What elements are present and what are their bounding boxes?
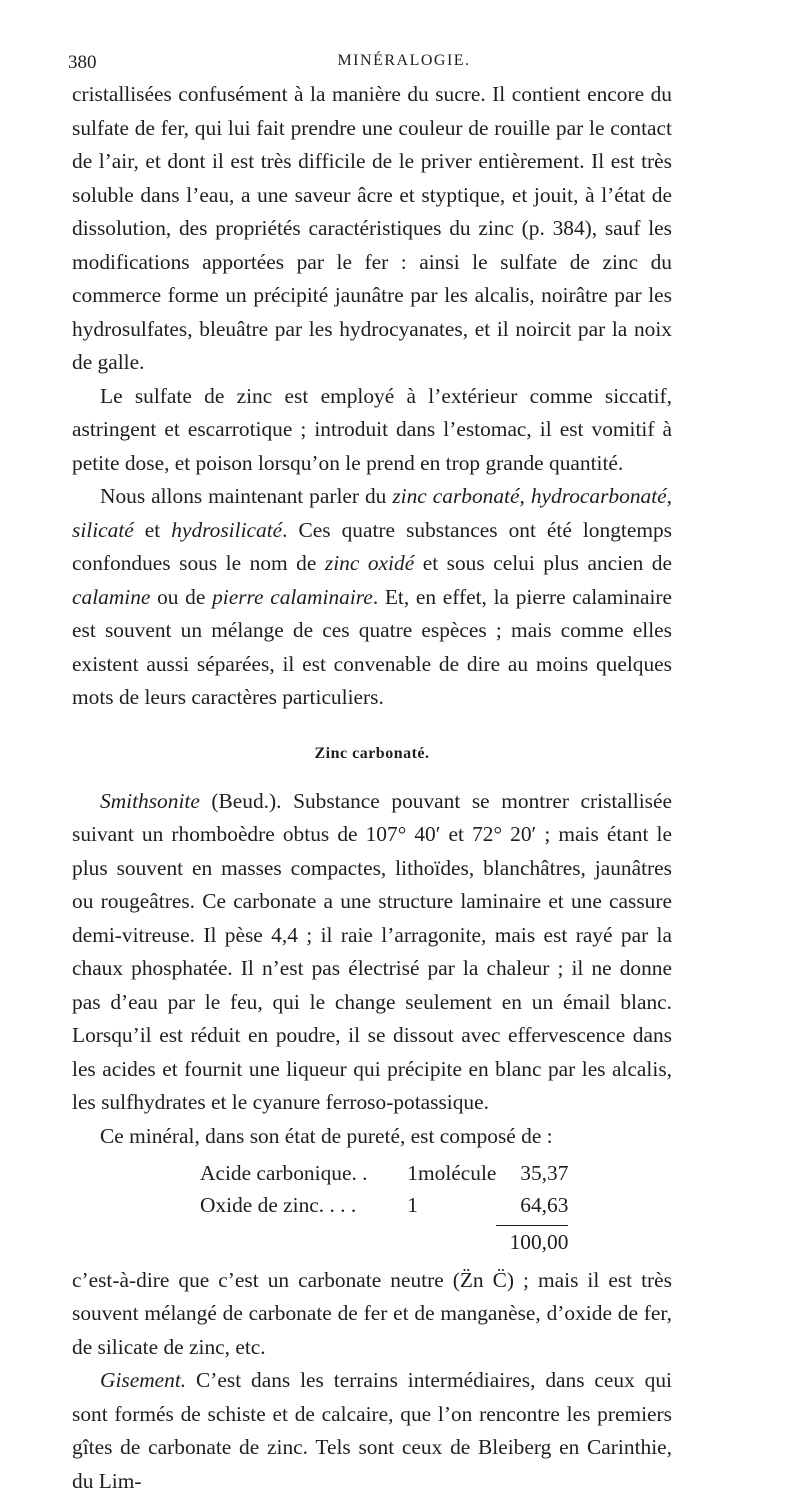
page-number: 380 <box>68 52 97 73</box>
term-calamine: calamine <box>72 584 151 609</box>
running-head: MINÉRALOGIE. <box>337 52 471 69</box>
term-gisement: Gisement. <box>100 1368 187 1392</box>
term-smithsonite: Smithsonite <box>100 788 200 813</box>
page-header <box>68 52 740 80</box>
paragraph-continuation: cristallisées confusément à la manière du sucre. Il contient encore du sulfate de fer, qui lui fait prendre une couleur de rouille par le contact de l’air, et dont il est très difficile de le priver entièrement. Il est très soluble dans l’eau, a une saveur âcre et styptique, et jouit, à l’état de dissolution, des propriétés caractéristiques du zinc (p. 384), sauf les modifications apportées par le fer : ainsi le sulfate de zinc du commerce forme un précipité jaunâtre par les alcalis, noirâtre par les hydrosulfates, bleuâtre par les hydrocyanates, et il noircit par la noix de galle. <box>72 82 672 374</box>
composition-table <box>200 1157 568 1258</box>
paragraph-composition-intro: Ce minéral, dans son état de pureté, est composé de : <box>100 1123 553 1148</box>
term-zinc-carbonate: zinc carbonaté <box>392 484 520 508</box>
table-row: Acide carbonique. . 1 molécule 35,37 <box>200 1161 569 1185</box>
paragraph-zinc-species: Nous allons maintenant parler du zinc carbonaté, hydrocarbonaté, silicaté et hydrosilicaté. Ces quatre substances ont été longtemps confondues sous le nom de zinc oxidé et sous celui plus ancien de calamine ou de pierre calaminaire. Et, en effet, la pierre calaminaire est souvent un mélange de ces quatre espèces ; mais comme elles existent aussi séparées, il est convenable de dire au moins quelques mots de leurs caractères particuliers. <box>72 484 673 709</box>
section-title: Zinc carbonaté. <box>314 744 430 762</box>
term-hydrocarbonate: hydrocarbonaté <box>530 484 667 508</box>
term-hydrosilicate: hydrosilicaté <box>171 517 283 542</box>
table-row: Oxide de zinc. . . . 1 64,63 <box>200 1193 569 1217</box>
paragraph-smithsonite: Smithsonite (Beud.). Substance pouvant se montrer cristallisée suivant un rhomboèdre obtus de 107° 40′ et 72° 20′ ; mais étant le plus souvent en masses compactes, lithoïdes, blanchâtres, jaunâtres ou rougeâtres. Ce carbonate a une structure laminaire et une cassure demi-vitreuse. Il pèse 4,4 ; il raie l’arragonite, mais est rayé par la chaux phosphatée. Il n’est pas électrisé par la chaleur ; il ne donne pas d’eau par le feu, qui le change seulement en un émail blanc. Lorsqu’il est réduit en poudre, il se dissout avec effervescence dans les acides et fournit une liqueur qui précipite en blanc par les alcalis, les sulfhydrates et le cyanure ferroso-potassique. <box>72 788 672 1114</box>
term-pierre-calaminaire: pierre calaminaire <box>212 584 373 609</box>
body-text <box>72 78 672 1498</box>
term-zinc-oxide: zinc oxidé <box>324 551 415 575</box>
paragraph-carbonate-neutral: c’est-à-dire que c’est un carbonate neutre (Z̈n C̈) ; mais il est très souvent mélangé de carbonate de fer et de manganèse, d’oxide de fer, de silicate de zinc, etc. <box>72 1267 672 1359</box>
paragraph-sulfate-uses: Le sulfate de zinc est employé à l’extérieur comme siccatif, astringent et escarrotique ; introduit dans l’estomac, il est vomitif à petite dose, et poison lorsqu’on le prend en trop grande quantité. <box>72 383 672 475</box>
composition-total: 100,00 <box>496 1225 568 1258</box>
paragraph-gisement: Gisement. C’est dans les terrains intermédiaires, dans ceux qui sont formés de schiste et de calcaire, que l’on rencontre les premiers gîtes de carbonate de zinc. Tels sont ceux de Bleiberg en Carinthie, du Lim- <box>72 1368 672 1493</box>
term-silicate: silicaté <box>72 517 134 542</box>
table-total-row <box>200 1225 568 1258</box>
